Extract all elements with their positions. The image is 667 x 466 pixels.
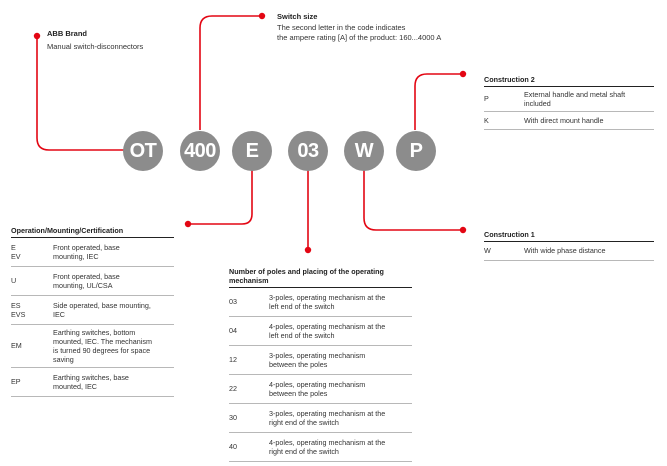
table-row (484, 87, 654, 112)
row-code: EM (11, 341, 22, 351)
row-code: K (484, 115, 489, 125)
switch-size-line1: The second letter in the code indicates (277, 23, 406, 32)
dot-poles (305, 247, 311, 253)
row-description: Earthing switches, bottom mounted, IEC. The mechanism is turned 90 degrees for space saving (53, 327, 152, 365)
table-row (229, 288, 412, 317)
row-code: 03 (229, 297, 237, 307)
table-row (229, 433, 412, 462)
row-code: ES EVS (11, 300, 26, 319)
row-description: Side operated, base mounting, IEC (53, 300, 151, 319)
construction2-table (484, 75, 654, 130)
connector-construction2 (415, 74, 463, 130)
row-code: 22 (229, 384, 237, 394)
dot-construction2 (460, 71, 466, 77)
table-row (11, 325, 174, 368)
connector-construction1 (364, 168, 463, 230)
connector-brand (37, 36, 126, 150)
connector-operation (188, 168, 252, 224)
row-description: Front operated, base mounting, IEC (53, 242, 120, 261)
row-description: Earthing switches, base mounted, IEC (53, 372, 129, 391)
switch-size-block (277, 12, 441, 42)
operation-table (11, 226, 174, 397)
connector-size (200, 16, 262, 130)
table-row (11, 238, 174, 267)
row-code: 12 (229, 355, 237, 365)
table-row (229, 317, 412, 346)
dot-operation (185, 221, 191, 227)
row-description: 3-poles, operating mechanism at the left end of the switch (269, 292, 386, 311)
dot-size (259, 13, 265, 19)
table-row (11, 368, 174, 397)
code-circle-construction2: P (396, 131, 436, 171)
brand-block (47, 29, 143, 52)
poles-table (229, 267, 412, 462)
table-row (229, 375, 412, 404)
construction1-table (484, 230, 654, 261)
code-circle-size: 400 (180, 131, 220, 171)
row-code: P (484, 94, 489, 104)
dot-brand (34, 33, 40, 39)
switch-size-title: Switch size (277, 12, 318, 21)
switch-size-line2: the ampere rating [A] of the product: 160...4000 A (277, 32, 442, 42)
row-code: EP (11, 377, 21, 387)
row-code: 30 (229, 413, 237, 423)
brand-subtitle: Manual switch-disconnectors (47, 42, 144, 51)
row-description: 4-poles, operating mechanism at the left end of the switch (269, 321, 386, 340)
table-row (11, 267, 174, 296)
construction2-title: Construction 2 (484, 75, 654, 87)
dot-construction1 (460, 227, 466, 233)
operation-title: Operation/Mounting/Certification (11, 226, 174, 238)
brand-title: ABB Brand (47, 29, 88, 38)
construction1-title: Construction 1 (484, 230, 654, 242)
row-description: With direct mount handle (524, 115, 604, 125)
row-code: U (11, 276, 17, 286)
row-description: Front operated, base mounting, UL/CSA (53, 271, 120, 290)
row-code: E EV (11, 242, 21, 261)
row-code: 40 (229, 442, 237, 452)
row-description: 3-poles, operating mechanism at the right end of the switch (269, 408, 386, 427)
table-row (484, 242, 654, 261)
table-row (229, 404, 412, 433)
code-circle-operation: E (232, 131, 272, 171)
row-description: With wide phase distance (524, 246, 606, 256)
table-row (484, 112, 654, 130)
row-description: 4-poles, operating mechanism at the right end of the switch (269, 437, 386, 456)
table-row (229, 346, 412, 375)
code-circle-series: OT (123, 131, 163, 171)
code-circle-construction1: W (344, 131, 384, 171)
table-row (11, 296, 174, 325)
code-circle-poles: 03 (288, 131, 328, 171)
row-description: 3-poles, operating mechanism between the poles (269, 350, 366, 369)
row-description: 4-poles, operating mechanism between the poles (269, 379, 366, 398)
poles-title: Number of poles and placing of the operating mechanism (229, 267, 412, 288)
row-code: W (484, 246, 491, 256)
row-description: External handle and metal shaft included (524, 89, 626, 108)
row-code: 04 (229, 326, 237, 336)
